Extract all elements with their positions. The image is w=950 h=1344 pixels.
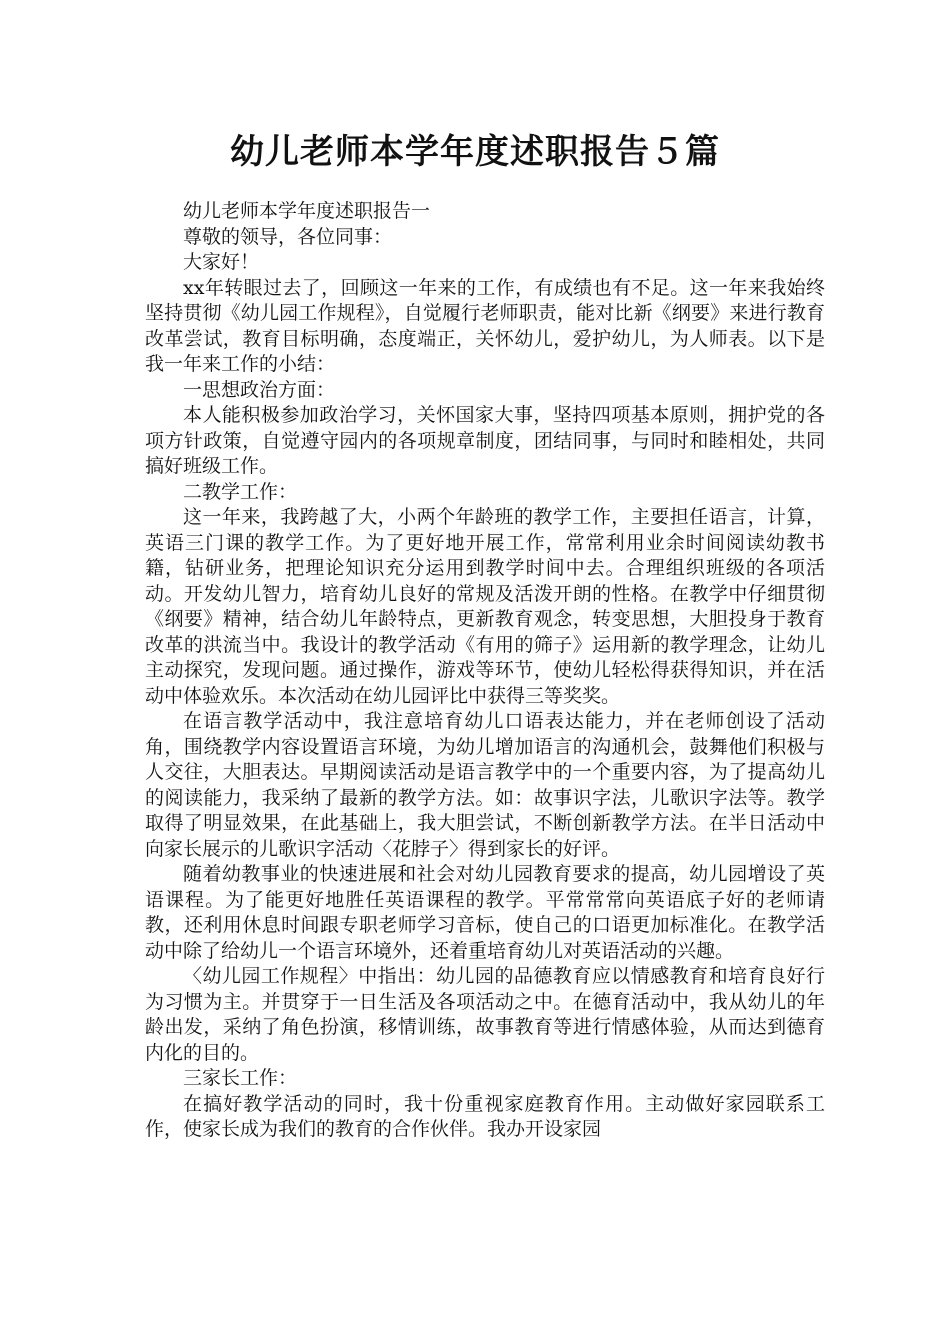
salutation: 尊敬的领导，各位同事： xyxy=(183,225,393,248)
body-paragraph: 随着幼教事业的快速进展和社会对幼儿园教育要求的提高，幼儿园增设了英语课程。为了能更好地胜任英语课程的教学。平常常常向英语底子好的老师请教，还利用休息时间跟专职老师学习音标，使自己的口语更加标准化。在教学活动中除了给幼儿一个语言环境外，还着重培育幼儿对英语活动的兴趣。 xyxy=(145,863,825,962)
greeting: 大家好！ xyxy=(183,251,260,273)
body-paragraph: 在语言教学活动中，我注意培育幼儿口语表达能力，并在老师创设了活动角，围绕教学内容设置语言环境，为幼儿增加语言的沟通机会，鼓舞他们积极与人交往，大胆表达。早期阅读活动是语言教学中的一个重要内容，为了提高幼儿的阅读能力，我采纳了最新的教学方法。如：故事识字法，儿歌识字法等。教学取得了明显效果，在此基础上，我大胆尝试，不断创新教学方法。在半日活动中向家长展示的儿歌识字活动〈花脖子〉得到家长的好评。 xyxy=(145,710,825,860)
section-heading: 三家长工作： xyxy=(183,1067,298,1089)
section-heading: 二教学工作： xyxy=(183,480,298,503)
body-paragraph: 这一年来，我跨越了大，小两个年龄班的教学工作，主要担任语言，计算，英语三门课的教学工作。为了更好地开展工作，常常利用业余时间阅读幼教书籍，钻研业务，把理论知识充分运用到教学时间中去。合理组织班级的各项活动。开发幼儿智力，培育幼儿良好的常规及活泼开朗的性格。在教学中仔细贯彻《纲要》精神，结合幼儿年龄特点，更新教育观念，转变思想，大胆投身于教育改革的洪流当中。我设计的教学活动《有用的筛子》运用新的教学理念，让幼儿主动探究，发现问题。通过操作，游戏等环节，使幼儿轻松得获得知识，并在活动中体验欢乐。本次活动在幼儿园评比中获得三等奖奖。 xyxy=(145,506,825,707)
body-paragraph: 本人能积极参加政治学习，关怀国家大事，坚持四项基本原则，拥护党的各项方针政策，自觉遵守园内的各项规章制度，团结同事，与同时和睦相处，共同搞好班级工作。 xyxy=(145,404,825,477)
body-paragraph: xx年转眼过去了，回顾这一年来的工作，有成绩也有不足。这一年来我始终坚持贯彻《幼儿园工作规程》，自觉履行老师职责，能对比新《纲要》来进行教育改革尝试，教育目标明确，态度端正，关怀幼儿，爱护幼儿，为人师表。以下是我一年来工作的小结： xyxy=(145,276,825,375)
section-heading: 一思想政治方面： xyxy=(183,378,336,401)
document-title: 幼儿老师本学年度述职报告５篇 xyxy=(230,132,720,172)
body-paragraph: 在搞好教学活动的同时，我十份重视家庭教育作用。主动做好家园联系工作，使家长成为我们的教育的合作伙伴。我办开设家园 xyxy=(145,1092,825,1140)
body-paragraph: 〈幼儿园工作规程〉中指出：幼儿园的品德教育应以情感教育和培育良好行为习惯为主。并贯穿于一日生活及各项活动之中。在德育活动中，我从幼儿的年龄出发，采纳了角色扮演，移情训练，故事教育等进行情感体验，从而达到德育内化的目的。 xyxy=(145,965,825,1064)
document-body xyxy=(145,199,825,1143)
section-heading: 幼儿老师本学年度述职报告一 xyxy=(183,200,431,222)
